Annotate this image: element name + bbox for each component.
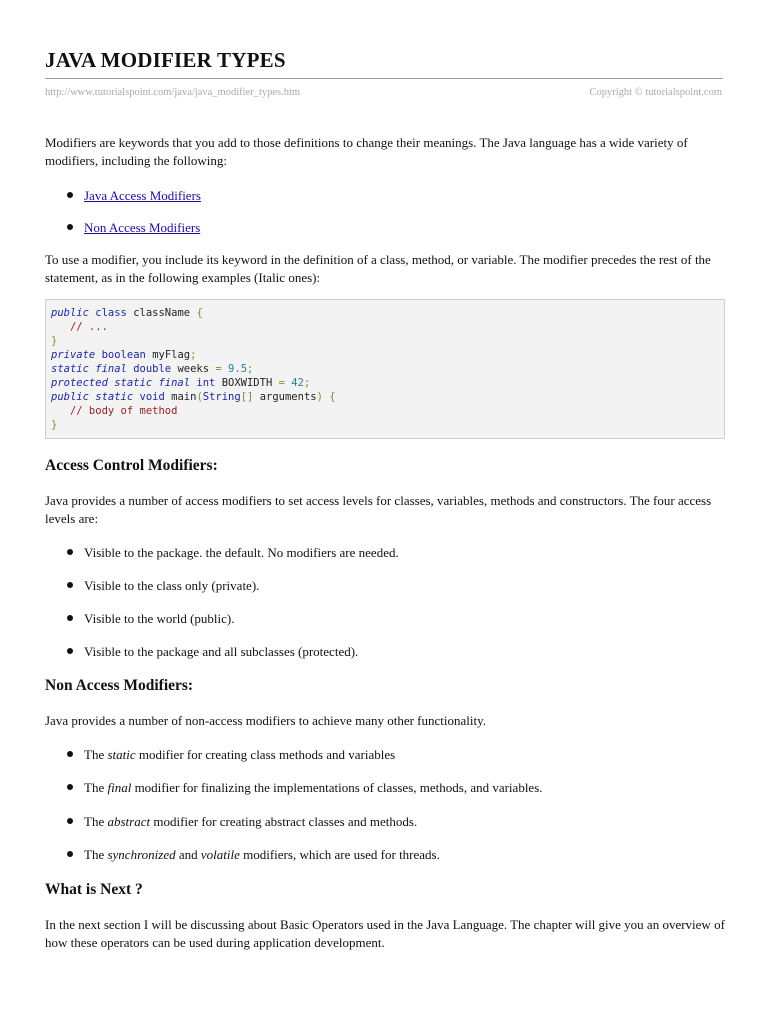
list-item-text: The — [84, 747, 105, 762]
bullet-icon — [67, 549, 73, 555]
list-item-text: and — [178, 847, 198, 862]
bullet-icon — [67, 582, 73, 588]
keyword-volatile: volatile — [200, 847, 240, 862]
code-token: [] — [240, 391, 254, 403]
code-token: ( — [196, 391, 203, 403]
code-block — [45, 299, 725, 439]
code-token: arguments — [259, 391, 317, 403]
keyword-final: final — [107, 780, 132, 795]
non-access-heading: Non Access Modifiers: — [45, 677, 194, 694]
code-token: ) — [316, 391, 323, 403]
list-item — [45, 187, 725, 205]
list-item — [45, 610, 725, 628]
page-title: JAVA MODIFIER TYPES — [45, 48, 286, 72]
code-token: public — [51, 307, 89, 319]
bullet-icon — [67, 648, 73, 654]
code-token: myFlag — [152, 349, 191, 361]
code-token: } — [51, 419, 58, 431]
modifier-links-list — [45, 187, 725, 237]
code-token: String — [202, 391, 241, 403]
code-token: protected static final — [51, 377, 191, 389]
code-token: = — [215, 363, 222, 375]
code-token: 42 — [291, 377, 304, 389]
non-access-paragraph: Java provides a number of non-access modifiers to achieve many other functionality. — [45, 713, 487, 728]
list-item — [45, 577, 725, 595]
list-item-text: Visible to the class only (private). — [84, 578, 260, 593]
list-item-text: Visible to the world (public). — [84, 611, 235, 626]
intro-paragraph: Modifiers are keywords that you add to those definitions to change their meanings. The Java language has a wide variety of modifiers, including the following: — [45, 135, 688, 168]
code-token: { — [196, 307, 203, 319]
non-access-list — [45, 746, 725, 864]
list-item-text: The — [84, 780, 105, 795]
list-item-text: The — [84, 814, 105, 829]
code-token: boolean — [101, 349, 146, 361]
code-comment: // body of method — [69, 405, 178, 417]
list-item — [45, 846, 725, 864]
list-item-text: modifiers, which are used for threads. — [243, 847, 440, 862]
code-token: className — [133, 307, 191, 319]
code-token: main — [171, 391, 197, 403]
list-item-text: Visible to the package. the default. No modifiers are needed. — [84, 545, 399, 560]
header-url: http://www.tutorialspoint.com/java/java_modifier_types.htm — [45, 87, 301, 98]
bullet-icon — [67, 192, 73, 198]
bullet-icon — [67, 784, 73, 790]
header-copyright: Copyright © tutorialspoint.com — [589, 87, 722, 98]
code-token: class — [95, 307, 127, 319]
list-item — [45, 544, 725, 562]
bullet-icon — [67, 615, 73, 621]
code-comment: // ... — [69, 321, 108, 333]
list-item — [45, 643, 725, 661]
code-token: BOXWIDTH — [221, 377, 273, 389]
access-levels-list — [45, 544, 725, 661]
next-paragraph: In the next section I will be discussing about Basic Operators used in the Java Language. The chapter will give you an overview of how these operators can be used during application development. — [45, 917, 725, 950]
list-item-text: modifier for finalizing the implementations of classes, methods, and variables. — [134, 780, 543, 795]
list-item — [45, 813, 725, 831]
code-token: = — [278, 377, 285, 389]
code-token: ; — [247, 363, 254, 375]
list-item — [45, 779, 725, 797]
access-control-heading: Access Control Modifiers: — [45, 457, 218, 474]
list-item-text: modifier for creating class methods and variables — [138, 747, 396, 762]
code-token: ; — [190, 349, 197, 361]
code-token: { — [329, 391, 336, 403]
keyword-synchronized: synchronized — [107, 847, 176, 862]
article-body — [45, 134, 725, 952]
bullet-icon — [67, 851, 73, 857]
code-token: double — [133, 363, 172, 375]
code-token: int — [196, 377, 216, 389]
header-rule — [45, 78, 723, 79]
non-access-modifiers-link[interactable]: Non Access Modifiers — [84, 220, 201, 235]
list-item-text: The — [84, 847, 105, 862]
bullet-icon — [67, 751, 73, 757]
usage-paragraph: To use a modifier, you include its keyword in the definition of a class, method, or variable. The modifier precedes the rest of the statement, as in the following examples (Italic ones): — [45, 252, 711, 285]
bullet-icon — [67, 818, 73, 824]
list-item — [45, 219, 725, 237]
code-token: 9.5 — [228, 363, 248, 375]
keyword-abstract: abstract — [107, 814, 151, 829]
code-token: static final — [51, 363, 127, 375]
code-token: private — [51, 349, 96, 361]
what-is-next-heading: What is Next ? — [45, 881, 143, 898]
access-paragraph: Java provides a number of access modifiers to set access levels for classes, variables, methods and constructors. The four access levels are: — [45, 493, 712, 526]
bullet-icon — [67, 224, 73, 230]
list-item-text: modifier for creating abstract classes and methods. — [153, 814, 418, 829]
code-token: } — [51, 335, 58, 347]
code-token: weeks — [177, 363, 210, 375]
code-token: void — [139, 391, 165, 403]
keyword-static: static — [107, 747, 136, 762]
list-item — [45, 746, 725, 764]
code-token: public static — [51, 391, 134, 403]
code-token: ; — [303, 377, 311, 389]
list-item-text: Visible to the package and all subclasses (protected). — [84, 644, 359, 659]
java-access-modifiers-link[interactable]: Java Access Modifiers — [84, 188, 201, 203]
